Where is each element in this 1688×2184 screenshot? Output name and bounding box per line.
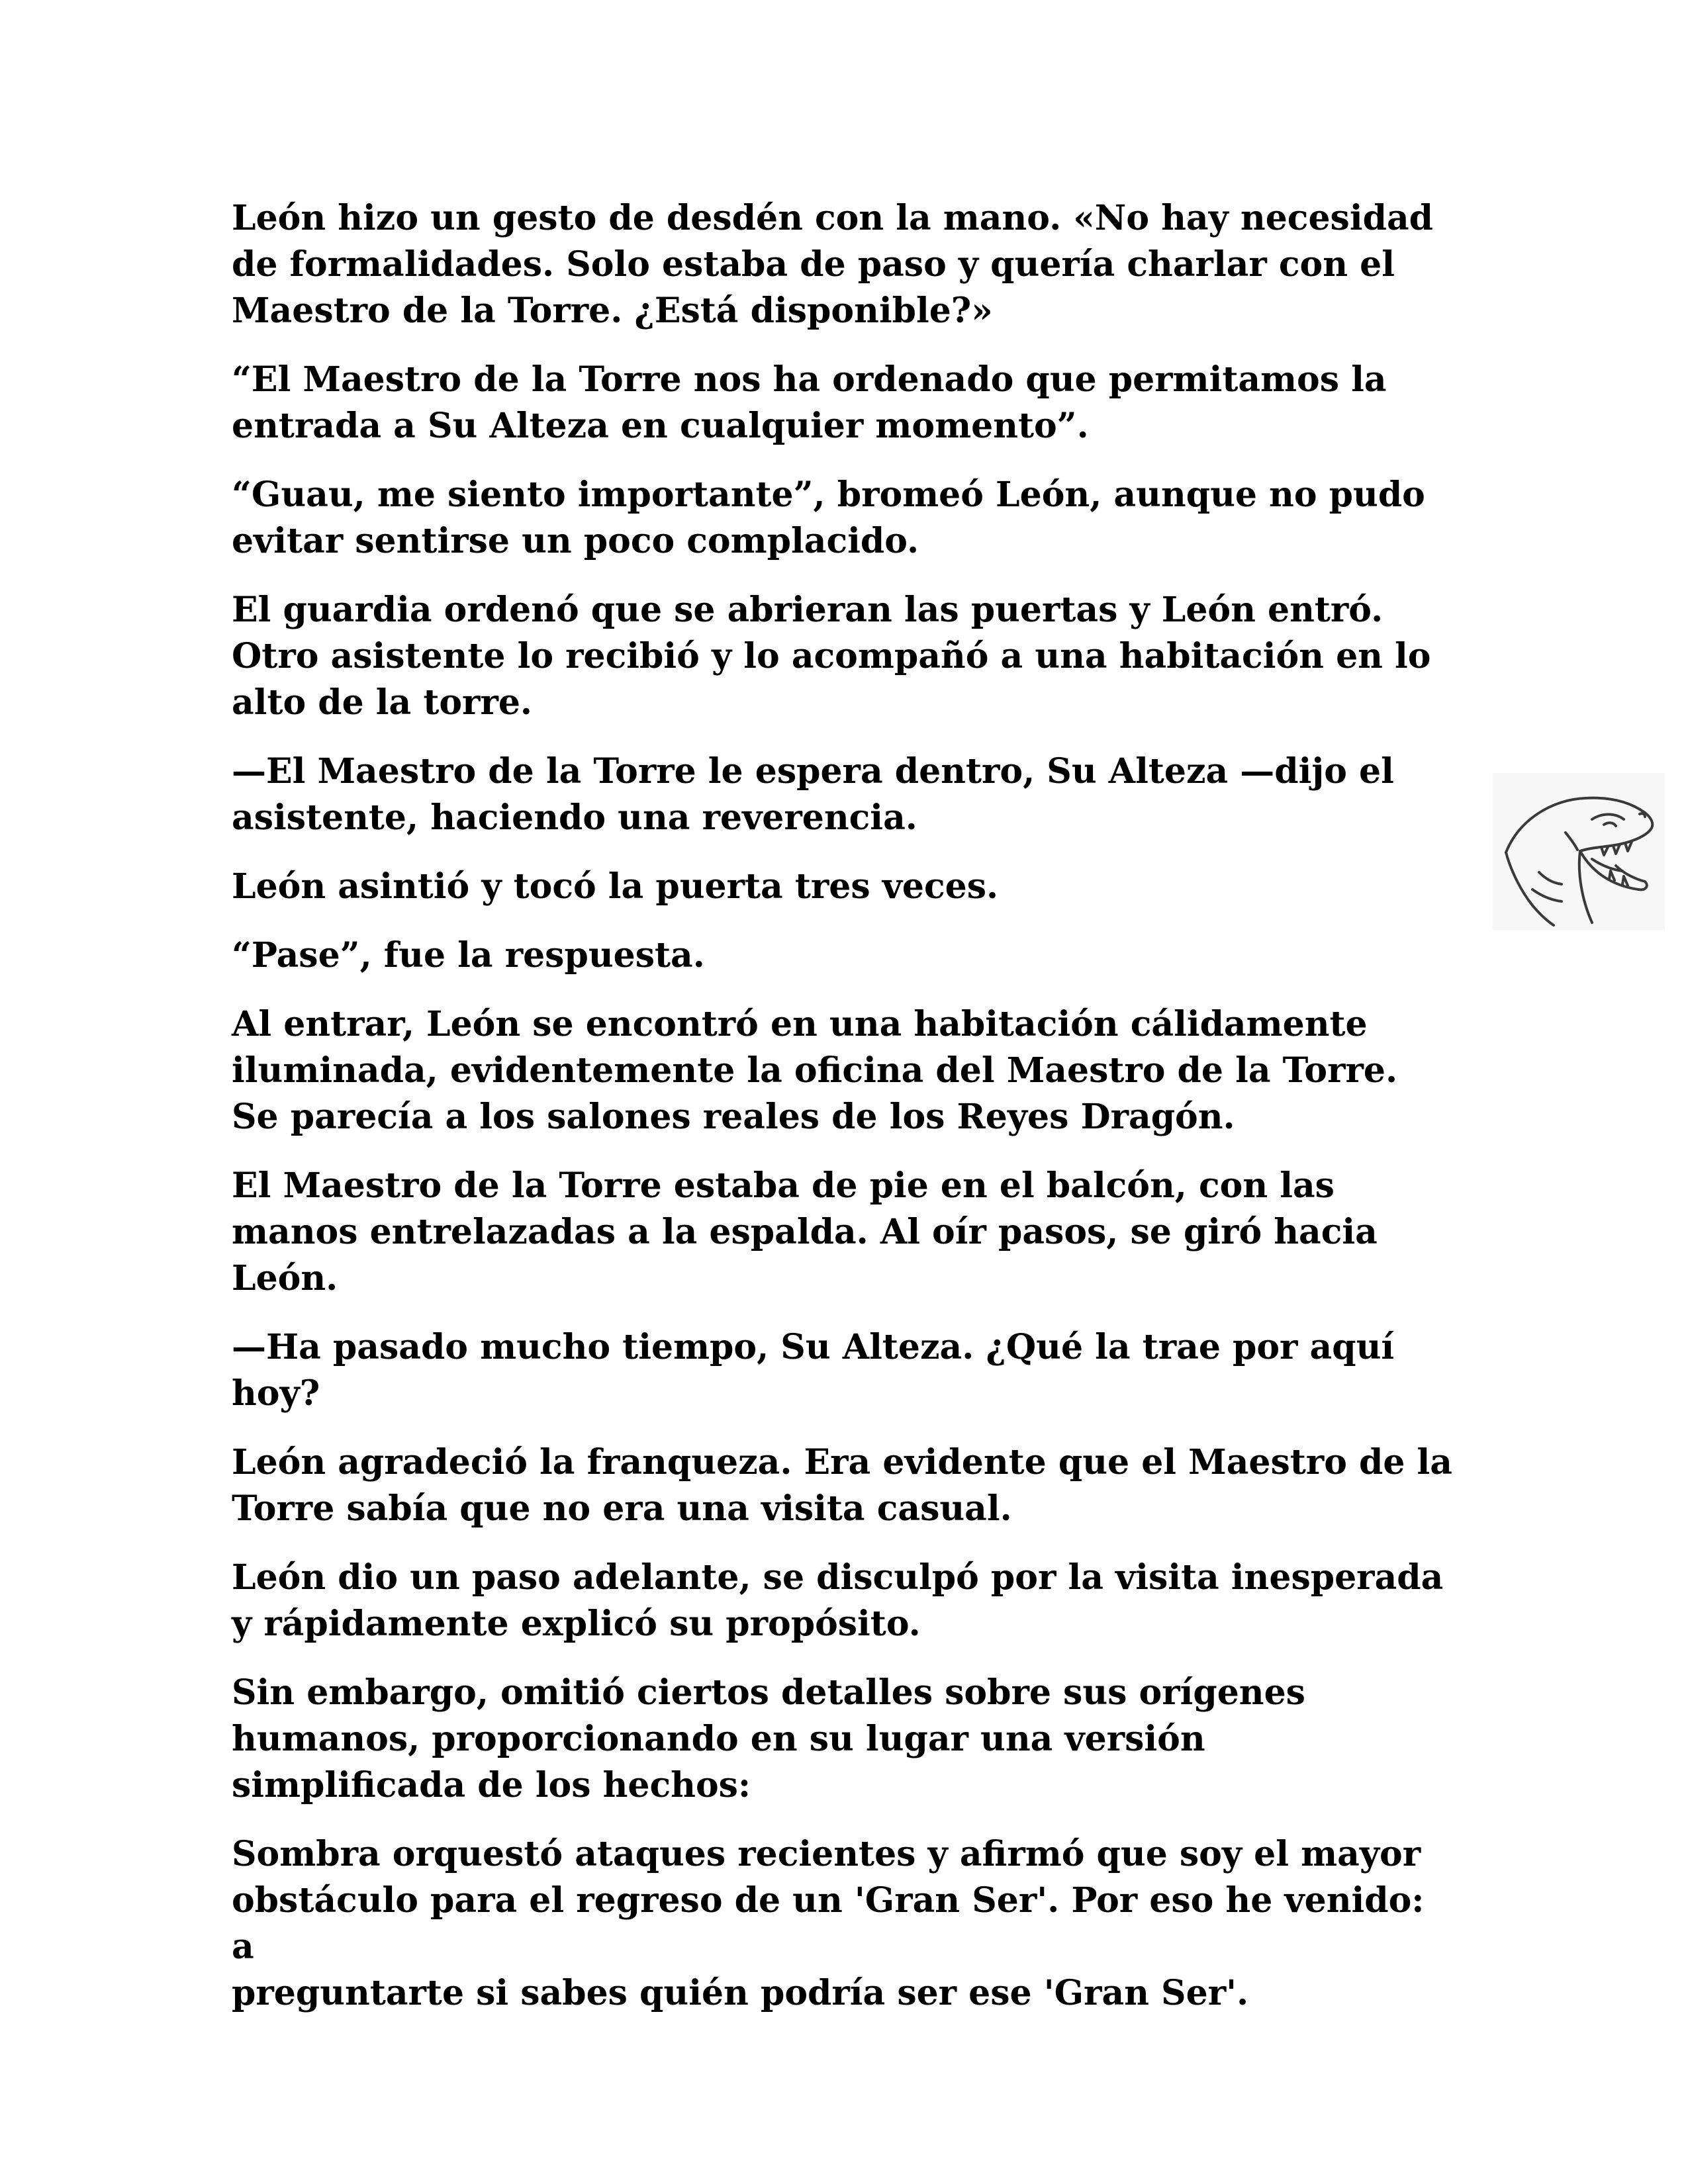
- paragraph-3: “Guau, me siento importante”, bromeó León, aunque no pudo evitar sentirse un poco complacido.: [232, 475, 1425, 561]
- paragraph-12: León dio un paso adelante, se disculpó por la visita inesperada y rápidamente explicó su propósito.: [232, 1557, 1444, 1644]
- paragraph-6: León asintió y tocó la puerta tres veces.: [232, 866, 999, 907]
- paragraph-11: León agradeció la franqueza. Era evidente que el Maestro de la Torre sabía que no era una visita casual.: [232, 1442, 1452, 1529]
- paragraph-14: Sombra orquestó ataques recientes y afirmó que soy el mayor obstáculo para el regreso de un 'Gran Ser'. Por eso he venido: a preguntarte si sabes quién podría ser ese 'Gran Ser'.: [232, 1834, 1425, 2013]
- paragraph-7: “Pase”, fue la respuesta.: [232, 935, 705, 976]
- paragraph-5: —El Maestro de la Torre le espera dentro, Su Alteza —dijo el asistente, haciendo una reverencia.: [232, 751, 1394, 838]
- paragraph-2: “El Maestro de la Torre nos ha ordenado que permitamos la entrada a Su Alteza en cualquier momento”.: [232, 359, 1387, 446]
- paragraph-9: El Maestro de la Torre estaba de pie en el balcón, con las manos entrelazadas a la espalda. Al oír pasos, se giró hacia León.: [232, 1165, 1378, 1298]
- paragraph-13: Sin embargo, omitió ciertos detalles sobre sus orígenes humanos, proporcionando en su lugar una versión simplificada de los hechos:: [232, 1672, 1305, 1805]
- paragraph-4: El guardia ordenó que se abrieran las puertas y León entró. Otro asistente lo recibió y lo acompañó a una habitación en lo alto de la torre.: [232, 590, 1431, 723]
- paragraph-10: —Ha pasado mucho tiempo, Su Alteza. ¿Qué la trae por aquí hoy?: [232, 1327, 1395, 1414]
- paragraph-8: Al entrar, León se encontró en una habitación cálidamente iluminada, evidentemente la oficina del Maestro de la Torre. Se parecía a los salones reales de los Reyes Dragón.: [232, 1004, 1398, 1137]
- dinosaur-head-sketch-icon: [1493, 773, 1665, 931]
- body-text: [232, 195, 1456, 2039]
- paragraph-1: León hizo un gesto de desdén con la mano. «No hay necesidad de formalidades. Solo estaba de paso y quería charlar con el Maestro de la Torre. ¿Está disponible?»: [232, 198, 1433, 331]
